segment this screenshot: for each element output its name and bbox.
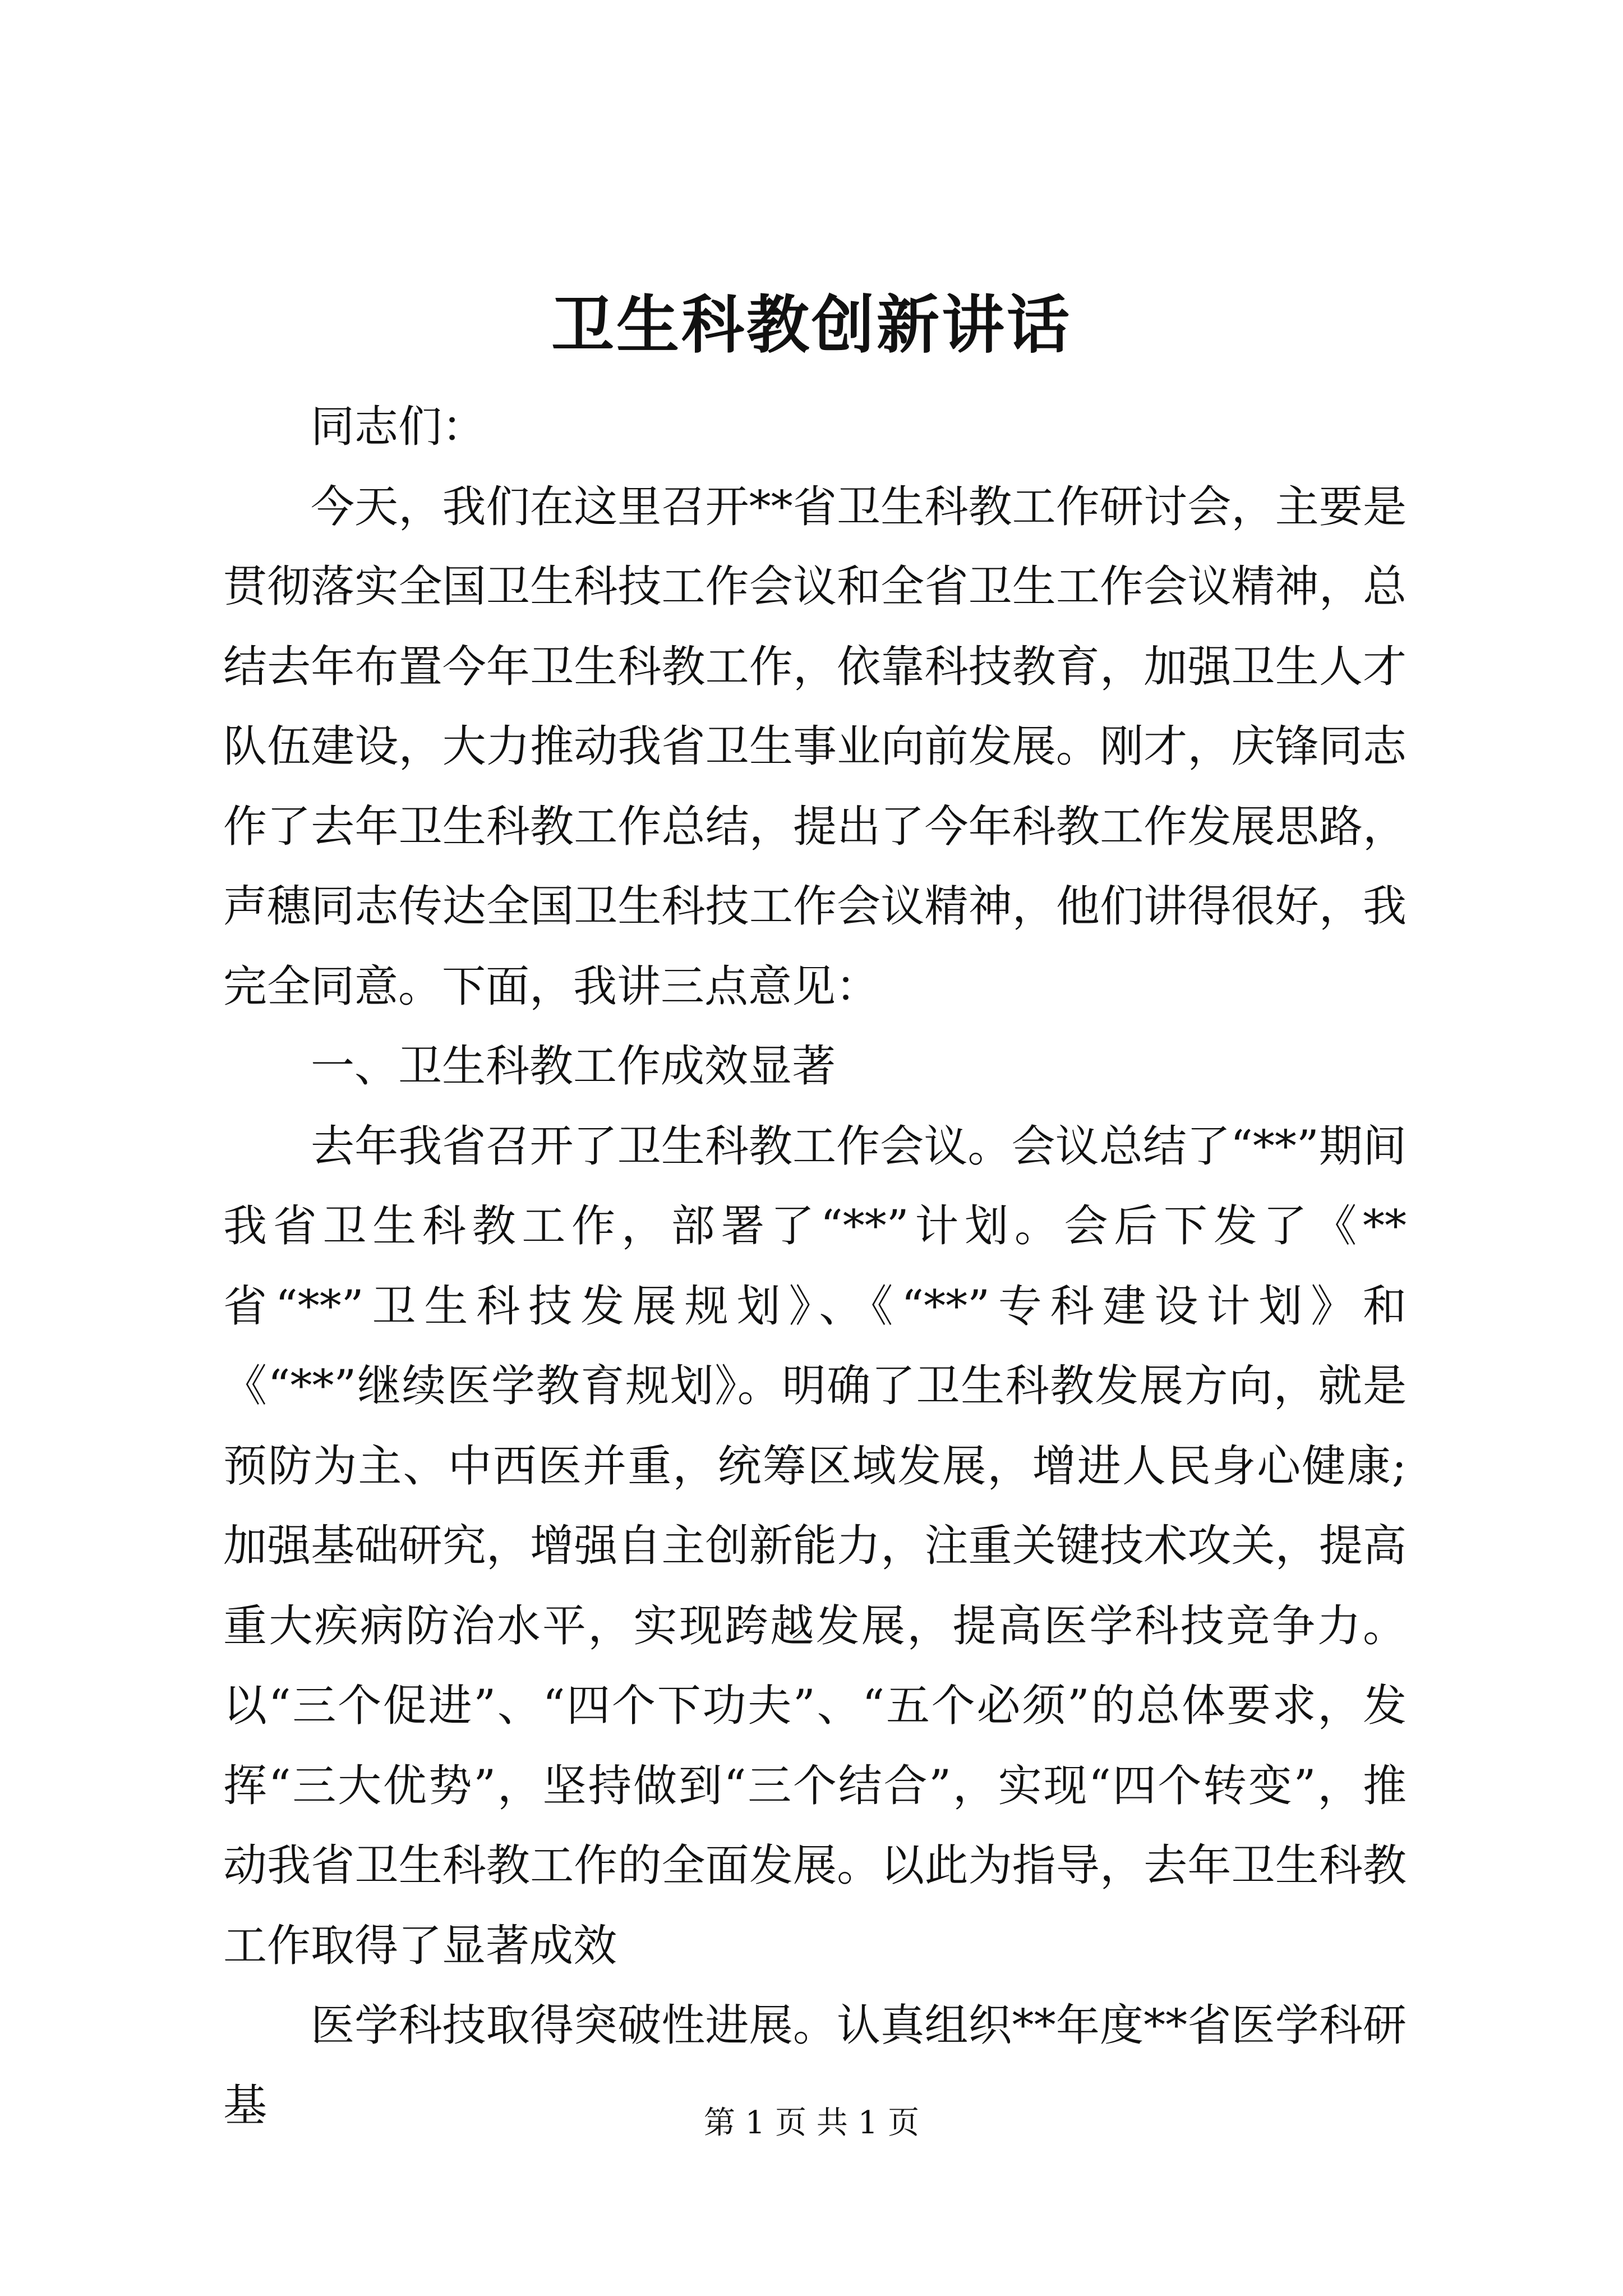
- section-heading: 一、卫生科教工作成效显著: [311, 1041, 836, 1092]
- document-body: [223, 387, 1407, 2146]
- body-paragraph: 去年我省召开了卫生科教工作会议。会议总结了“**”期间我省卫生科教工作，部署了“**”计划。会后下发了《**省“**”卫生科技发展规划》、《“**”专科建设计划》和《“**”继续医学教育规划》。明确了卫生科教发展方向，就是预防为主、中西医并重，统筹区域发展，增进人民身心健康;加强基础研究，增强自主创新能力，注重关键技术攻关，提高重大疾病防治水平，实现跨越发展，提高医学科技竞争力。以“三个促进”、“四个下功夫”、“五个必须”的总体要求，发挥“三大优势”，坚持做到“三个结合”，实现“四个转变”，推动我省卫生科教工作的全面发展。以此为指导，去年卫生科教工作取得了显著成效: [223, 1121, 1407, 1971]
- page-footer: 第 1 页 共 1 页: [703, 2105, 920, 2141]
- salutation-paragraph: 同志们：: [311, 402, 486, 452]
- document-title: 卫生科教创新讲话: [551, 288, 1072, 362]
- body-paragraph: 今天，我们在这里召开**省卫生科教工作研讨会，主要是贯彻落实全国卫生科技工作会议和全省卫生工作会议精神，总结去年布置今年卫生科教工作，依靠科技教育，加强卫生人才队伍建设，大力推动我省卫生事业向前发展。刚才，庆锋同志作了去年卫生科教工作总结，提出了今年科教工作发展思路，声穗同志传达全国卫生科技工作会议精神，他们讲得很好，我完全同意。下面，我讲三点意见：: [223, 481, 1407, 1012]
- body-paragraph: 医学科技取得突破性进展。认真组织**年度**省医学科研基: [223, 2000, 1407, 2131]
